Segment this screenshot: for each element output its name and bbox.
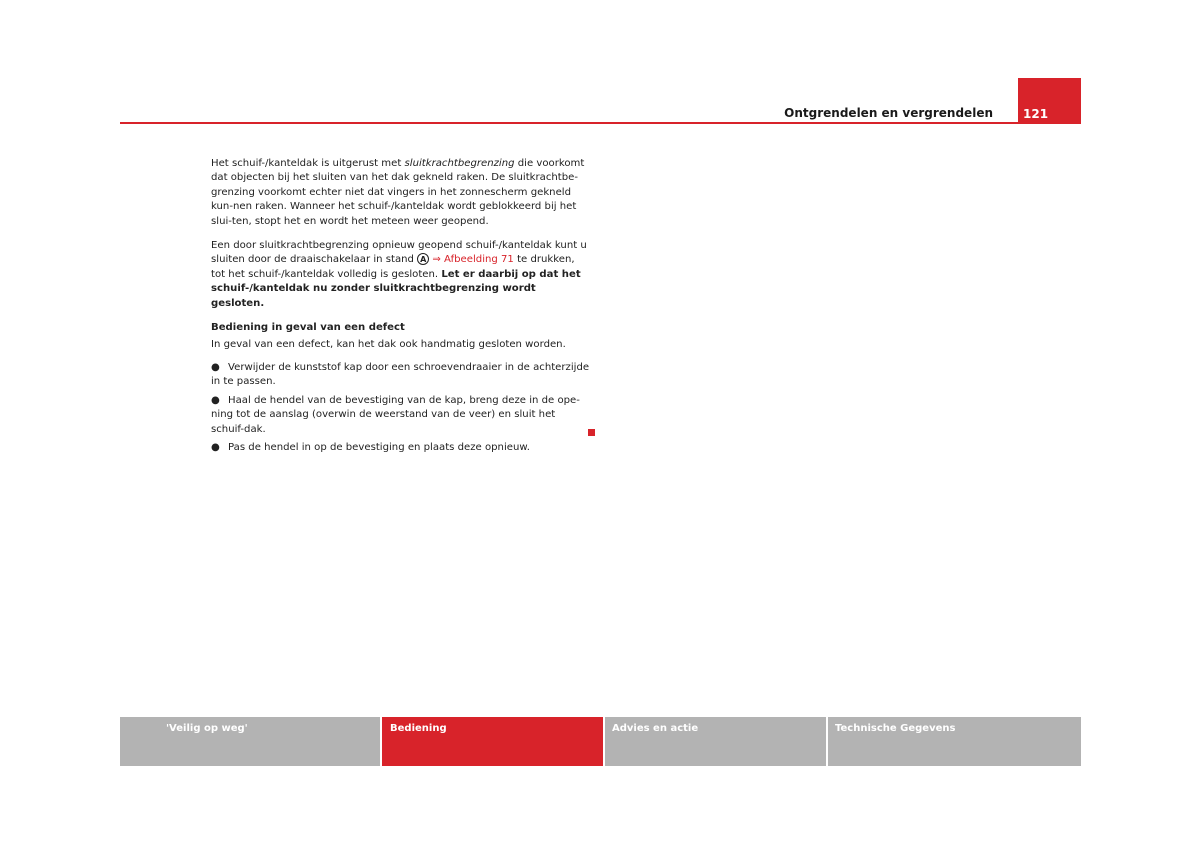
section-end-marker-icon bbox=[588, 429, 595, 436]
list-item-text: Haal de hendel van de bevestiging van de kap, breng deze in de ope-ning tot de aanslag (overwin de weerstand van de veer) en sluit het schuif-dak. bbox=[211, 394, 580, 435]
figure-reference-link[interactable]: ⇒ Afbeelding 71 bbox=[432, 254, 514, 266]
footer-tab-label: 'Veilig op weg' bbox=[166, 723, 248, 734]
list-item bbox=[211, 441, 591, 455]
main-content bbox=[211, 157, 591, 459]
subheading: Bediening in geval van een defect bbox=[211, 322, 405, 334]
paragraph-reset bbox=[211, 239, 591, 311]
footer-tab-label: Technische Gegevens bbox=[835, 723, 956, 734]
position-marker-icon: A bbox=[417, 253, 429, 265]
header-rule bbox=[120, 122, 1081, 124]
paragraph-sluitkracht bbox=[211, 157, 591, 229]
intro-text: In geval van een defect, kan het dak ook handmatig gesloten worden. bbox=[211, 339, 566, 351]
list-item bbox=[211, 361, 591, 390]
footer-tab-bediening[interactable] bbox=[382, 717, 603, 766]
instruction-list bbox=[211, 361, 591, 455]
emphasis-term: sluitkrachtbegrenzing bbox=[404, 158, 515, 169]
footer-tab-technische-gegevens[interactable] bbox=[828, 717, 1081, 766]
text-span: Het schuif-/kanteldak is uitgerust met bbox=[211, 158, 405, 169]
footer-tab-label: Bediening bbox=[390, 723, 447, 734]
footer-tab-veilig-op-weg[interactable] bbox=[120, 717, 380, 766]
text-span: te drukken, tot het schuif-/kanteldak volledig is gesloten. bbox=[211, 254, 575, 280]
section-title: Ontgrendelen en vergrendelen bbox=[784, 106, 993, 120]
text-span: Een door sluitkrachtbegrenzing opnieuw geopend schuif-/kanteldak kunt u sluiten door de draaischakelaar in stand bbox=[211, 240, 587, 266]
text-span: die voorkomt dat objecten bij het sluiten van het dak gekneld raken. De sluitkrachtbe-grenzing voorkomt echter niet dat vingers in het zonnescherm gekneld kun-nen raken. Wanneer het schuif-/kanteldak wordt geblokkeerd bij het slui-ten, stopt het en wordt het meteen weer geopend. bbox=[211, 158, 585, 227]
page-number: 121 bbox=[1018, 78, 1081, 124]
footer-tab-advies-en-actie[interactable] bbox=[605, 717, 826, 766]
footer-tab-label: Advies en actie bbox=[612, 723, 699, 734]
list-item bbox=[211, 394, 591, 437]
bullet-icon: ● bbox=[211, 394, 220, 406]
list-item-text: Verwijder de kunststof kap door een schroevendraaier in de achterzijde in te passen. bbox=[211, 361, 590, 388]
bullet-icon: ● bbox=[211, 441, 220, 453]
bullet-icon: ● bbox=[211, 361, 220, 373]
warning-text: Let er daarbij op dat het schuif-/kanteldak nu zonder sluitkrachtbegrenzing wordt gesloten. bbox=[211, 268, 581, 309]
list-item-text: Pas de hendel in op de bevestiging en plaats deze opnieuw. bbox=[228, 441, 530, 453]
